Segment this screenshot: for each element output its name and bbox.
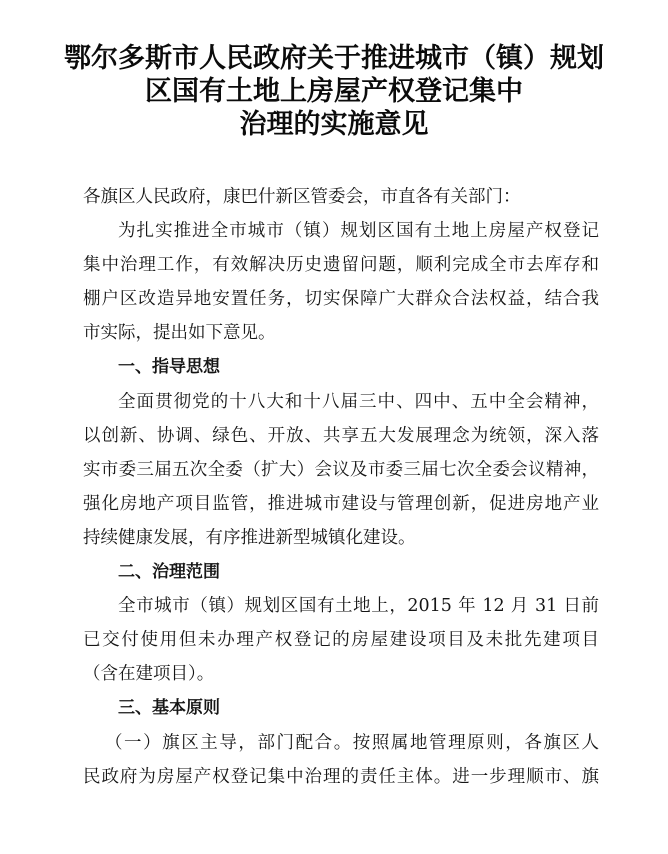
section2-line: 全市城市（镇）规划区国有土地上，2015 年 12 月 31 日前 — [118, 596, 599, 617]
section1-line: 强化房地产项目监管，推进城市建设与管理创新，促进房地产业 — [83, 493, 599, 514]
section1-line: 全面贯彻党的十八大和十八届三中、四中、五中全会精神， — [118, 391, 599, 412]
title-line: 鄂尔多斯市人民政府关于推进城市（镇）规划 — [64, 43, 604, 74]
intro-line: 为扎实推进全市城市（镇）规划区国有土地上房屋产权登记 — [118, 221, 599, 242]
intro-line: 市实际，提出如下意见。 — [83, 323, 276, 344]
salutation: 各旗区人民政府，康巴什新区管委会，市直各有关部门： — [83, 187, 521, 207]
section1-line: 持续健康发展，有序推进新型城镇化建设。 — [83, 527, 416, 548]
document-body — [83, 180, 599, 794]
title-line: 区国有土地上房屋产权登记集中 — [145, 76, 523, 107]
section2-line: 已交付使用但未办理产权登记的房屋建设项目及未批先建项目 — [83, 630, 599, 651]
title-line: 治理的实施意见 — [239, 109, 429, 140]
section-heading-guiding-thought: 一、指导思想 — [118, 357, 220, 378]
section-heading-scope: 二、治理范围 — [118, 562, 220, 583]
section3-line: 民政府为房屋产权登记集中治理的责任主体。进一步理顺市、旗 — [83, 766, 599, 787]
document-title — [40, 42, 628, 141]
intro-line: 棚户区改造异地安置任务，切实保障广大群众合法权益，结合我 — [83, 289, 599, 310]
section1-line: 实市委三届五次全委（扩大）会议及市委三届七次全委会议精神， — [83, 459, 599, 480]
section1-line: 以创新、协调、绿色、开放、共享五大发展理念为统领，深入落 — [83, 425, 599, 446]
section-heading-principles: 三、基本原则 — [118, 698, 220, 719]
section2-line: （含在建项目）。 — [83, 664, 215, 685]
section3-line: （一）旗区主导，部门配合。按照属地管理原则，各旗区人 — [105, 732, 599, 753]
intro-line: 集中治理工作，有效解决历史遗留问题，顺利完成全市去库存和 — [83, 255, 599, 276]
